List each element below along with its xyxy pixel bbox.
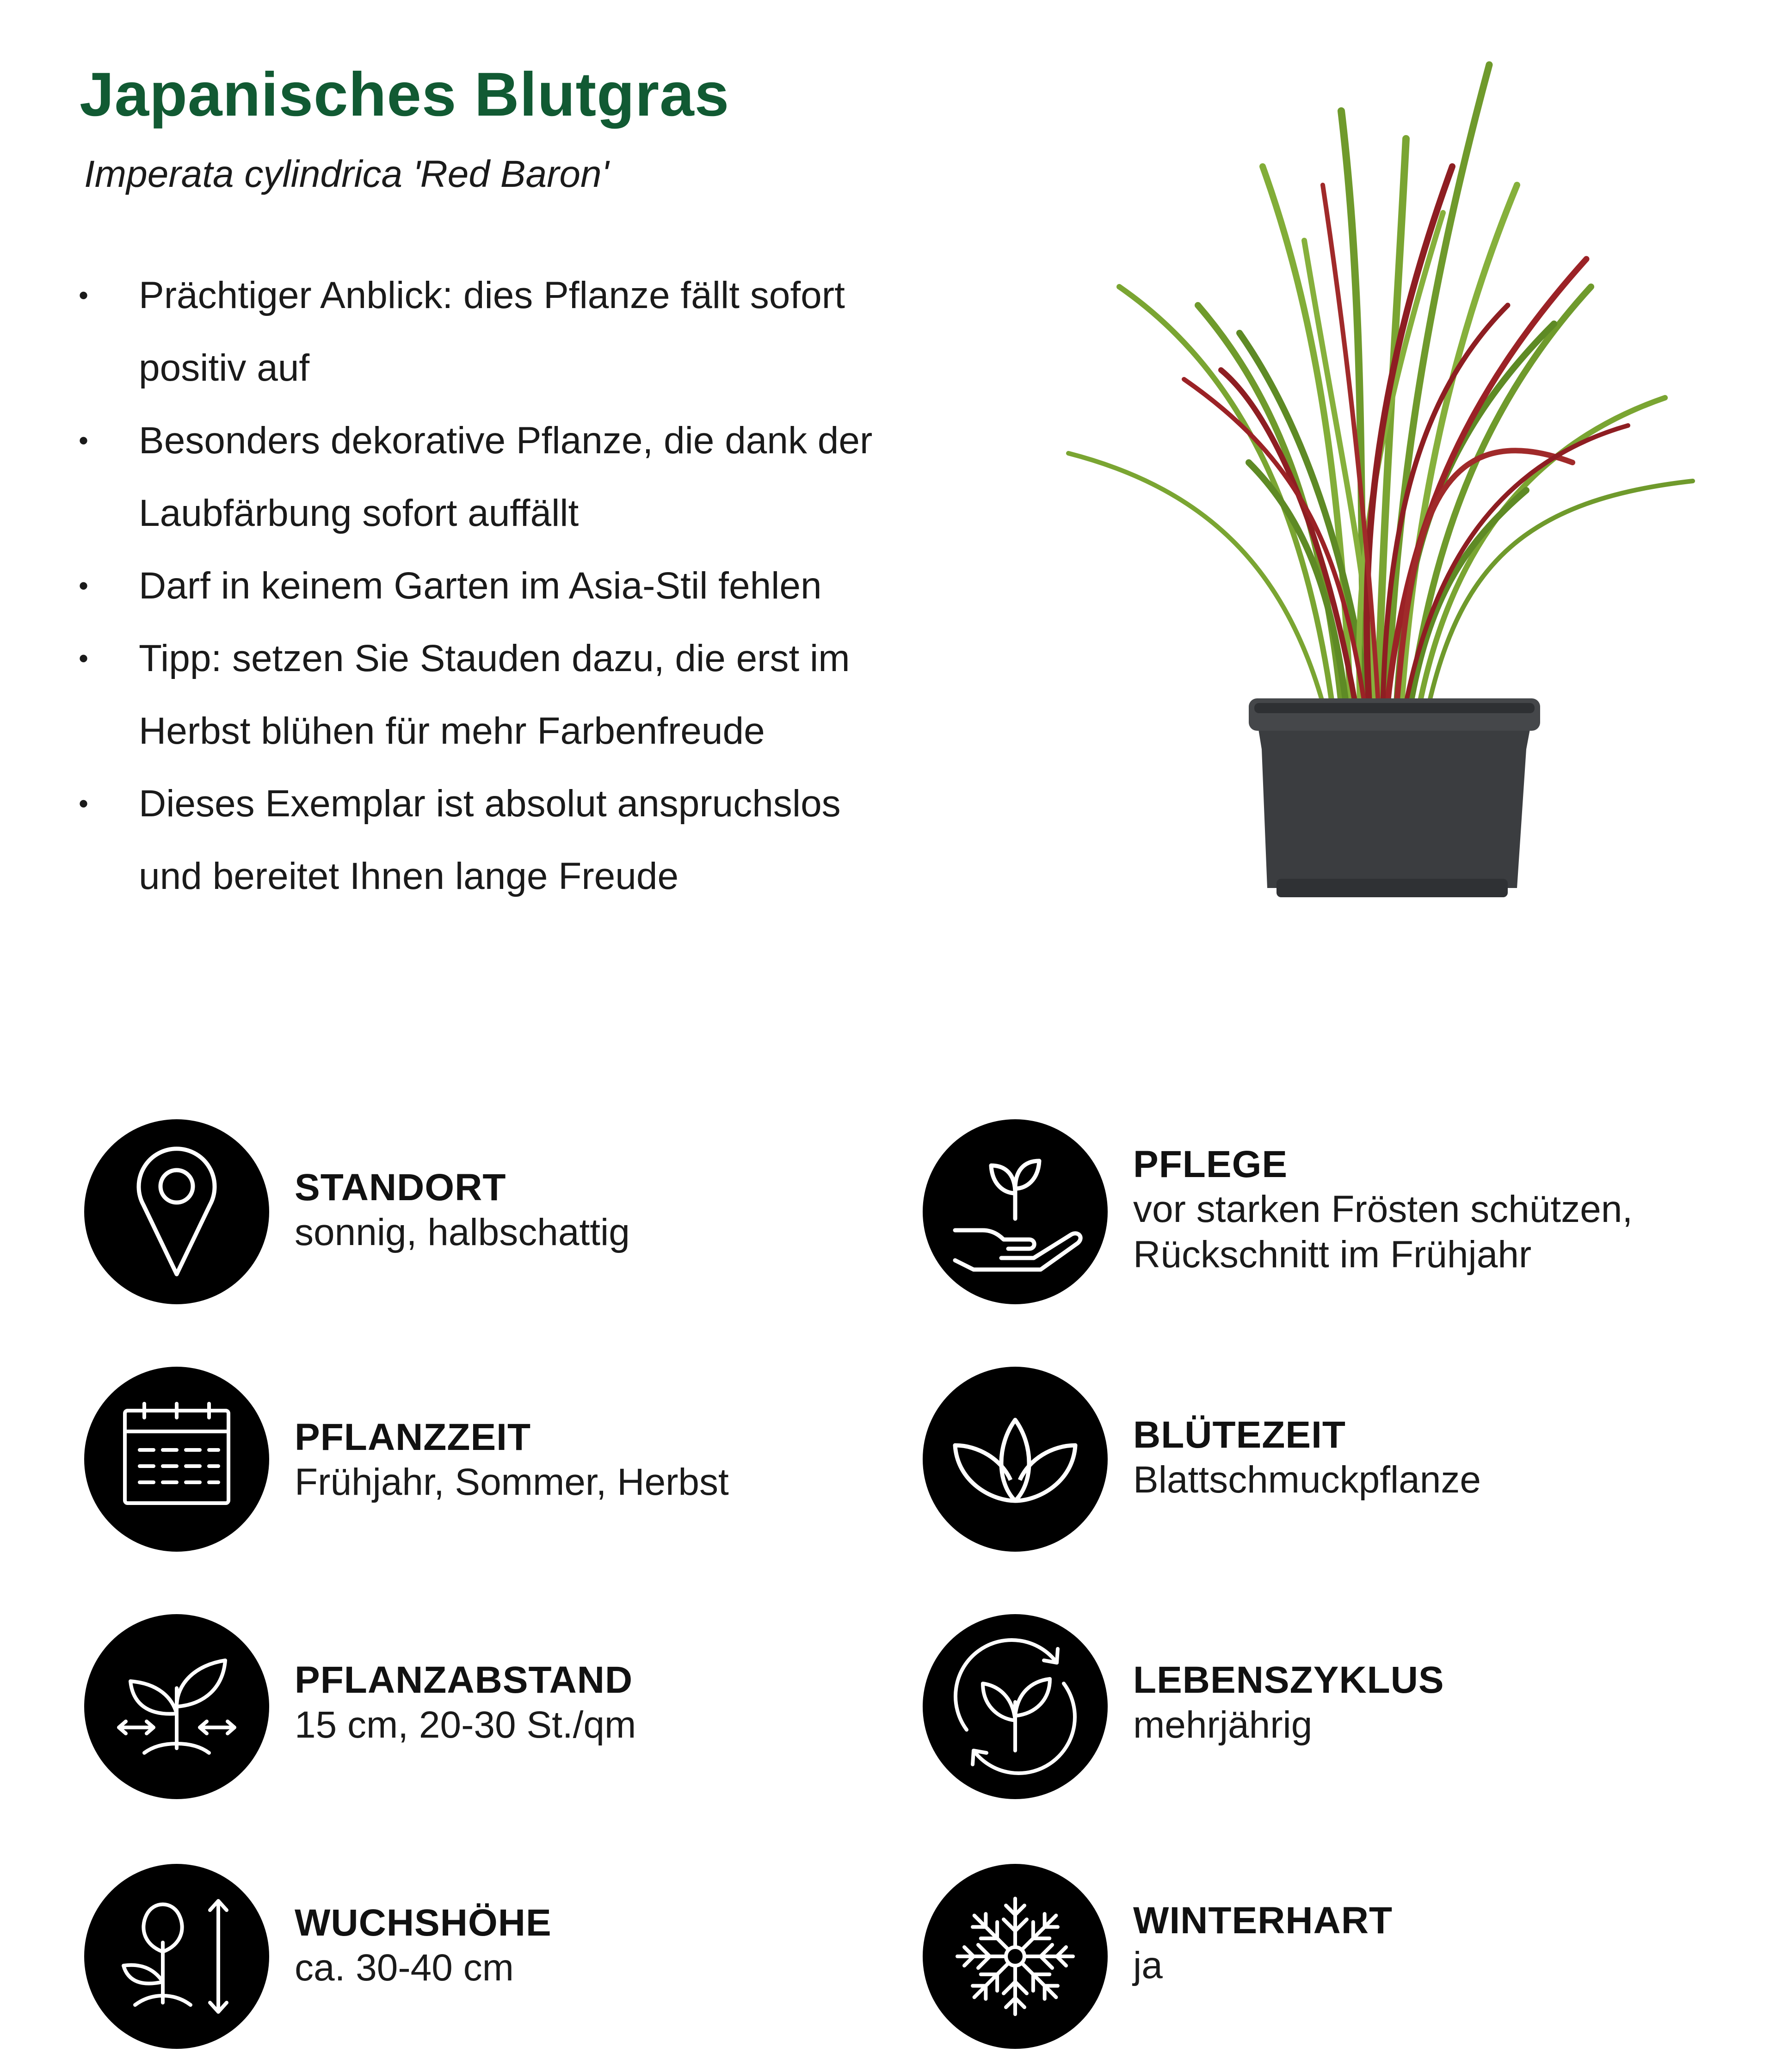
- bullet-text-line: Dieses Exemplar ist absolut anspruchslos: [139, 783, 841, 825]
- lebenszyklus-value: mehrjährig: [1133, 1704, 1313, 1746]
- wuchshoehe-label: WUCHSHÖHE: [295, 1902, 552, 1944]
- pflege-value-line1: vor starken Frösten schützen,: [1133, 1188, 1633, 1230]
- bullet-text-line: Besonders dekorative Pflanze, die dank der: [139, 419, 873, 462]
- wuchshoehe-icon-circle: [84, 1864, 269, 2049]
- bullet-item: [79, 622, 957, 767]
- standort-value: sonnig, halbschattig: [295, 1211, 630, 1253]
- pflanzzeit-label: PFLANZZEIT: [295, 1416, 531, 1458]
- feature-winterhart: [923, 1864, 1709, 2049]
- lotus-flower-icon: [923, 1367, 1108, 1552]
- bluetezeit-icon-circle: [923, 1367, 1108, 1552]
- growth-height-icon: [84, 1864, 269, 2049]
- bluetezeit-label: BLÜTEZEIT: [1133, 1414, 1346, 1456]
- plant-spacing-icon: [84, 1614, 269, 1799]
- bluetezeit-value: Blattschmuckpflanze: [1133, 1459, 1481, 1501]
- pflege-value-line2: Rückschnitt im Frühjahr: [1133, 1233, 1532, 1276]
- pflege-label: PFLEGE: [1133, 1143, 1288, 1185]
- pflanzabstand-value: 15 cm, 20-30 St./qm: [295, 1704, 636, 1746]
- lebenszyklus-icon-circle: [923, 1614, 1108, 1799]
- feature-lebenszyklus: [923, 1614, 1709, 1799]
- bullet-item: [79, 549, 957, 622]
- calendar-icon: [84, 1367, 269, 1552]
- feature-pflanzzeit: [84, 1367, 870, 1552]
- winterhart-value: ja: [1133, 1944, 1163, 1986]
- hand-sprout-icon: [923, 1119, 1108, 1304]
- pflege-icon-circle: [923, 1119, 1108, 1304]
- location-pin-icon: [84, 1119, 269, 1304]
- feature-pflanzabstand: [84, 1614, 870, 1799]
- feature-pflege: [923, 1119, 1709, 1304]
- bullet-text-line: Darf in keinem Garten im Asia-Stil fehlen: [139, 565, 822, 607]
- snowflake-icon: [923, 1864, 1108, 2049]
- bullet-item: [79, 259, 957, 404]
- feature-wuchshoehe: [84, 1864, 870, 2049]
- page-title: Japanisches Blutgras: [80, 60, 730, 129]
- bullet-dot: •: [79, 788, 89, 819]
- pflanzabstand-label: PFLANZABSTAND: [295, 1659, 633, 1701]
- latin-name: Imperata cylindrica 'Red Baron': [84, 153, 609, 195]
- bullet-item: [79, 767, 957, 913]
- standort-icon-circle: [84, 1119, 269, 1304]
- life-cycle-icon: [923, 1614, 1108, 1799]
- bullet-dot: •: [79, 425, 89, 456]
- pflanzzeit-value: Frühjahr, Sommer, Herbst: [295, 1461, 729, 1503]
- bullet-text-line: Prächtiger Anblick: dies Pflanze fällt sofort: [139, 274, 845, 316]
- bullet-text-line: Herbst blühen für mehr Farbenfreude: [139, 710, 765, 752]
- bullet-text-line: positiv auf: [139, 347, 310, 389]
- wuchshoehe-value: ca. 30-40 cm: [295, 1947, 514, 1989]
- bullet-dot: •: [79, 643, 89, 674]
- winterhart-icon-circle: [923, 1864, 1108, 2049]
- lebenszyklus-label: LEBENSZYKLUS: [1133, 1659, 1444, 1701]
- winterhart-label: WINTERHART: [1133, 1899, 1393, 1942]
- feature-bullet-list: [79, 259, 957, 913]
- bullet-dot: •: [79, 570, 89, 601]
- pflanzzeit-icon-circle: [84, 1367, 269, 1552]
- plant-product-image: [1045, 46, 1758, 925]
- standort-label: STANDORT: [295, 1166, 506, 1209]
- feature-standort: [84, 1119, 870, 1304]
- pflanzabstand-icon-circle: [84, 1614, 269, 1799]
- bullet-item: [79, 404, 957, 549]
- bullet-dot: •: [79, 280, 89, 311]
- feature-bluetezeit: [923, 1367, 1709, 1552]
- bullet-text-line: Tipp: setzen Sie Stauden dazu, die erst im: [139, 637, 850, 679]
- bullet-text-line: Laubfärbung sofort auffällt: [139, 492, 579, 534]
- bullet-text-line: und bereitet Ihnen lange Freude: [139, 855, 679, 897]
